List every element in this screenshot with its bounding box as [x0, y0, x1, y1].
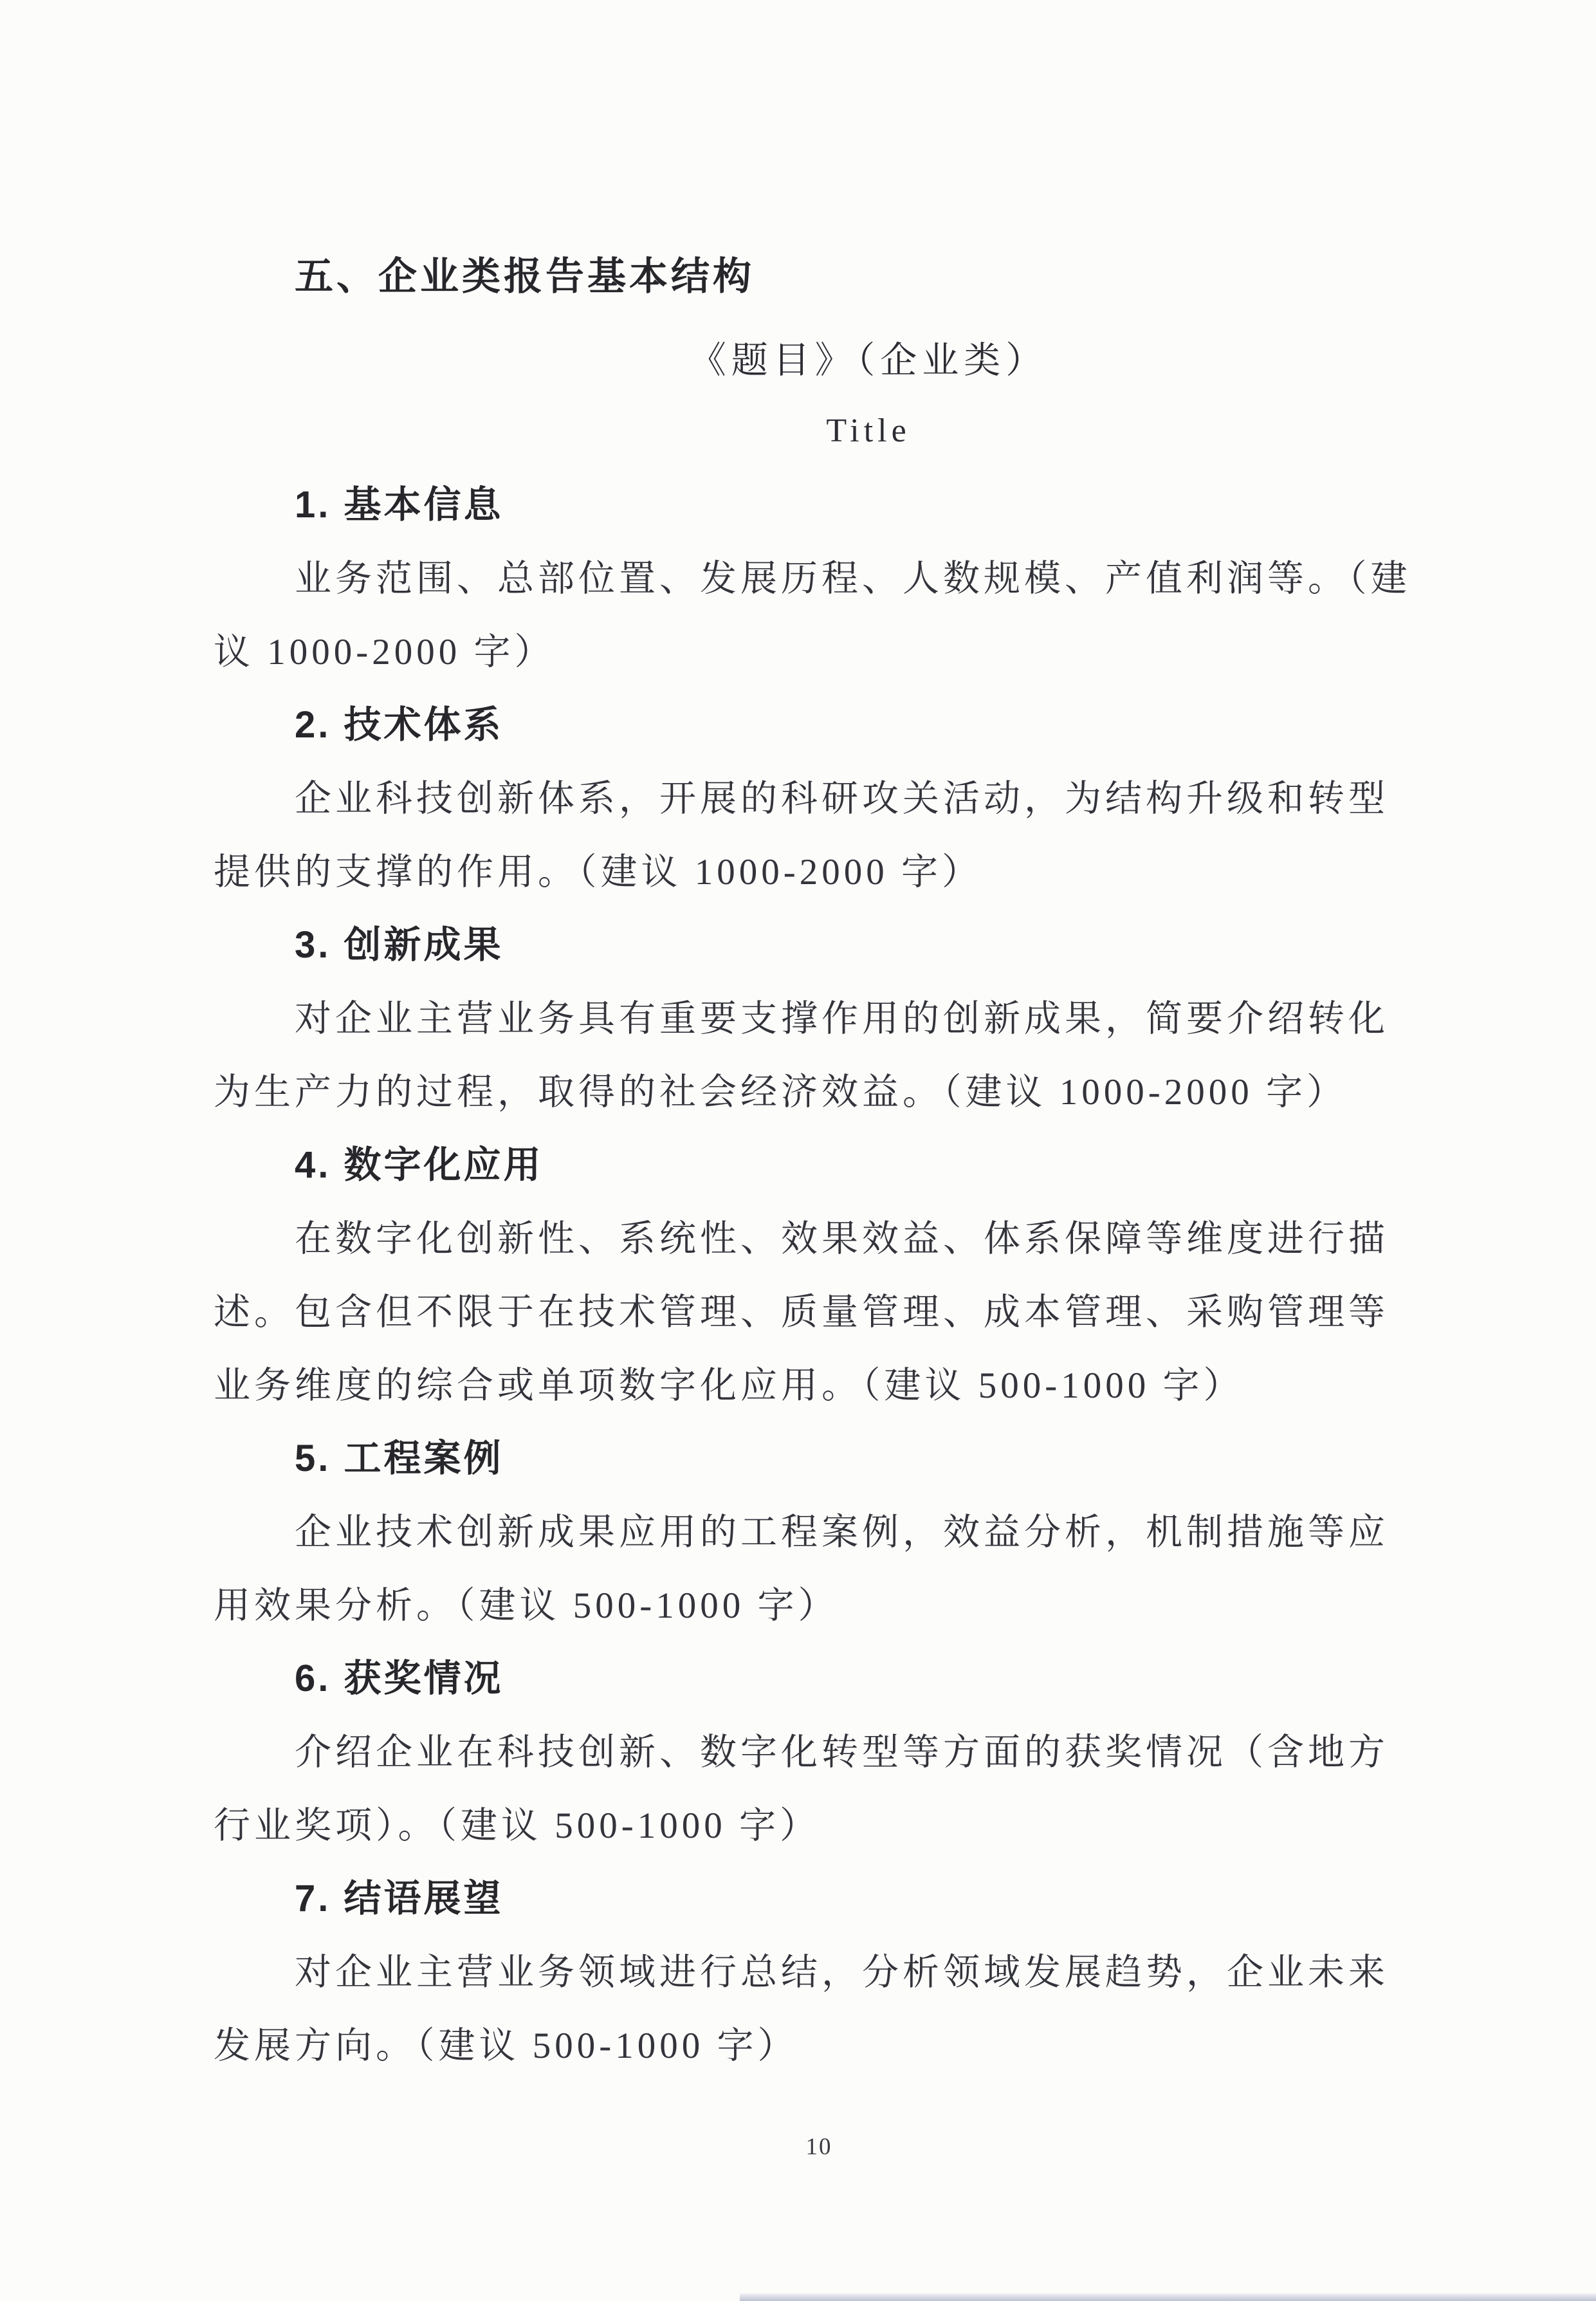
body-line: 提供的支撑的作用。（建议 1000-2000 字）: [214, 852, 982, 892]
section-heading: 2. 技术体系: [295, 704, 504, 746]
body-line: 介绍企业在科技创新、数字化转型等方面的获奖情况（含地方: [295, 1732, 1389, 1773]
body-line: 业务范围、总部位置、发展历程、人数规模、产值利润等。（建: [295, 559, 1411, 599]
report-title-cn: 《题目》（企业类）: [689, 340, 1048, 381]
body-line: 议 1000-2000 字）: [214, 632, 555, 672]
section-heading: 4. 数字化应用: [295, 1144, 544, 1186]
body-line: 企业科技创新体系，开展的科研攻关活动，为结构升级和转型: [295, 779, 1389, 819]
body-line: 企业技术创新成果应用的工程案例，效益分析，机制措施等应: [295, 1512, 1389, 1553]
document-section-title: 五、企业类报告基本结构: [295, 255, 755, 298]
section-heading: 6. 获奖情况: [295, 1658, 504, 1699]
body-line: 用效果分析。（建议 500-1000 字）: [214, 1585, 839, 1626]
body-line: 对企业主营业务具有重要支撑作用的创新成果，简要介绍转化: [295, 999, 1389, 1039]
section-heading: 1. 基本信息: [295, 484, 504, 526]
body-line: 对企业主营业务领域进行总结，分析领域发展趋势，企业未来: [295, 1952, 1389, 1993]
body-line: 为生产力的过程，取得的社会经济效益。（建议 1000-2000 字）: [214, 1072, 1347, 1113]
report-title-en: Title: [826, 412, 911, 449]
section-heading: 3. 创新成果: [295, 924, 504, 966]
body-line: 在数字化创新性、系统性、效果效益、体系保障等维度进行描: [295, 1219, 1389, 1259]
body-line: 行业奖项）。（建议 500-1000 字）: [214, 1806, 820, 1846]
body-line: 发展方向。（建议 500-1000 字）: [214, 2026, 798, 2066]
page-number: 10: [805, 2134, 832, 2160]
scan-artifact-bar: [740, 2293, 1596, 2301]
section-heading: 7. 结语展望: [295, 1878, 504, 1919]
body-line: 述。包含但不限于在技术管理、质量管理、成本管理、采购管理等: [214, 1292, 1389, 1333]
body-line: 业务维度的综合或单项数字化应用。（建议 500-1000 字）: [214, 1365, 1244, 1406]
section-heading: 5. 工程案例: [295, 1437, 504, 1479]
